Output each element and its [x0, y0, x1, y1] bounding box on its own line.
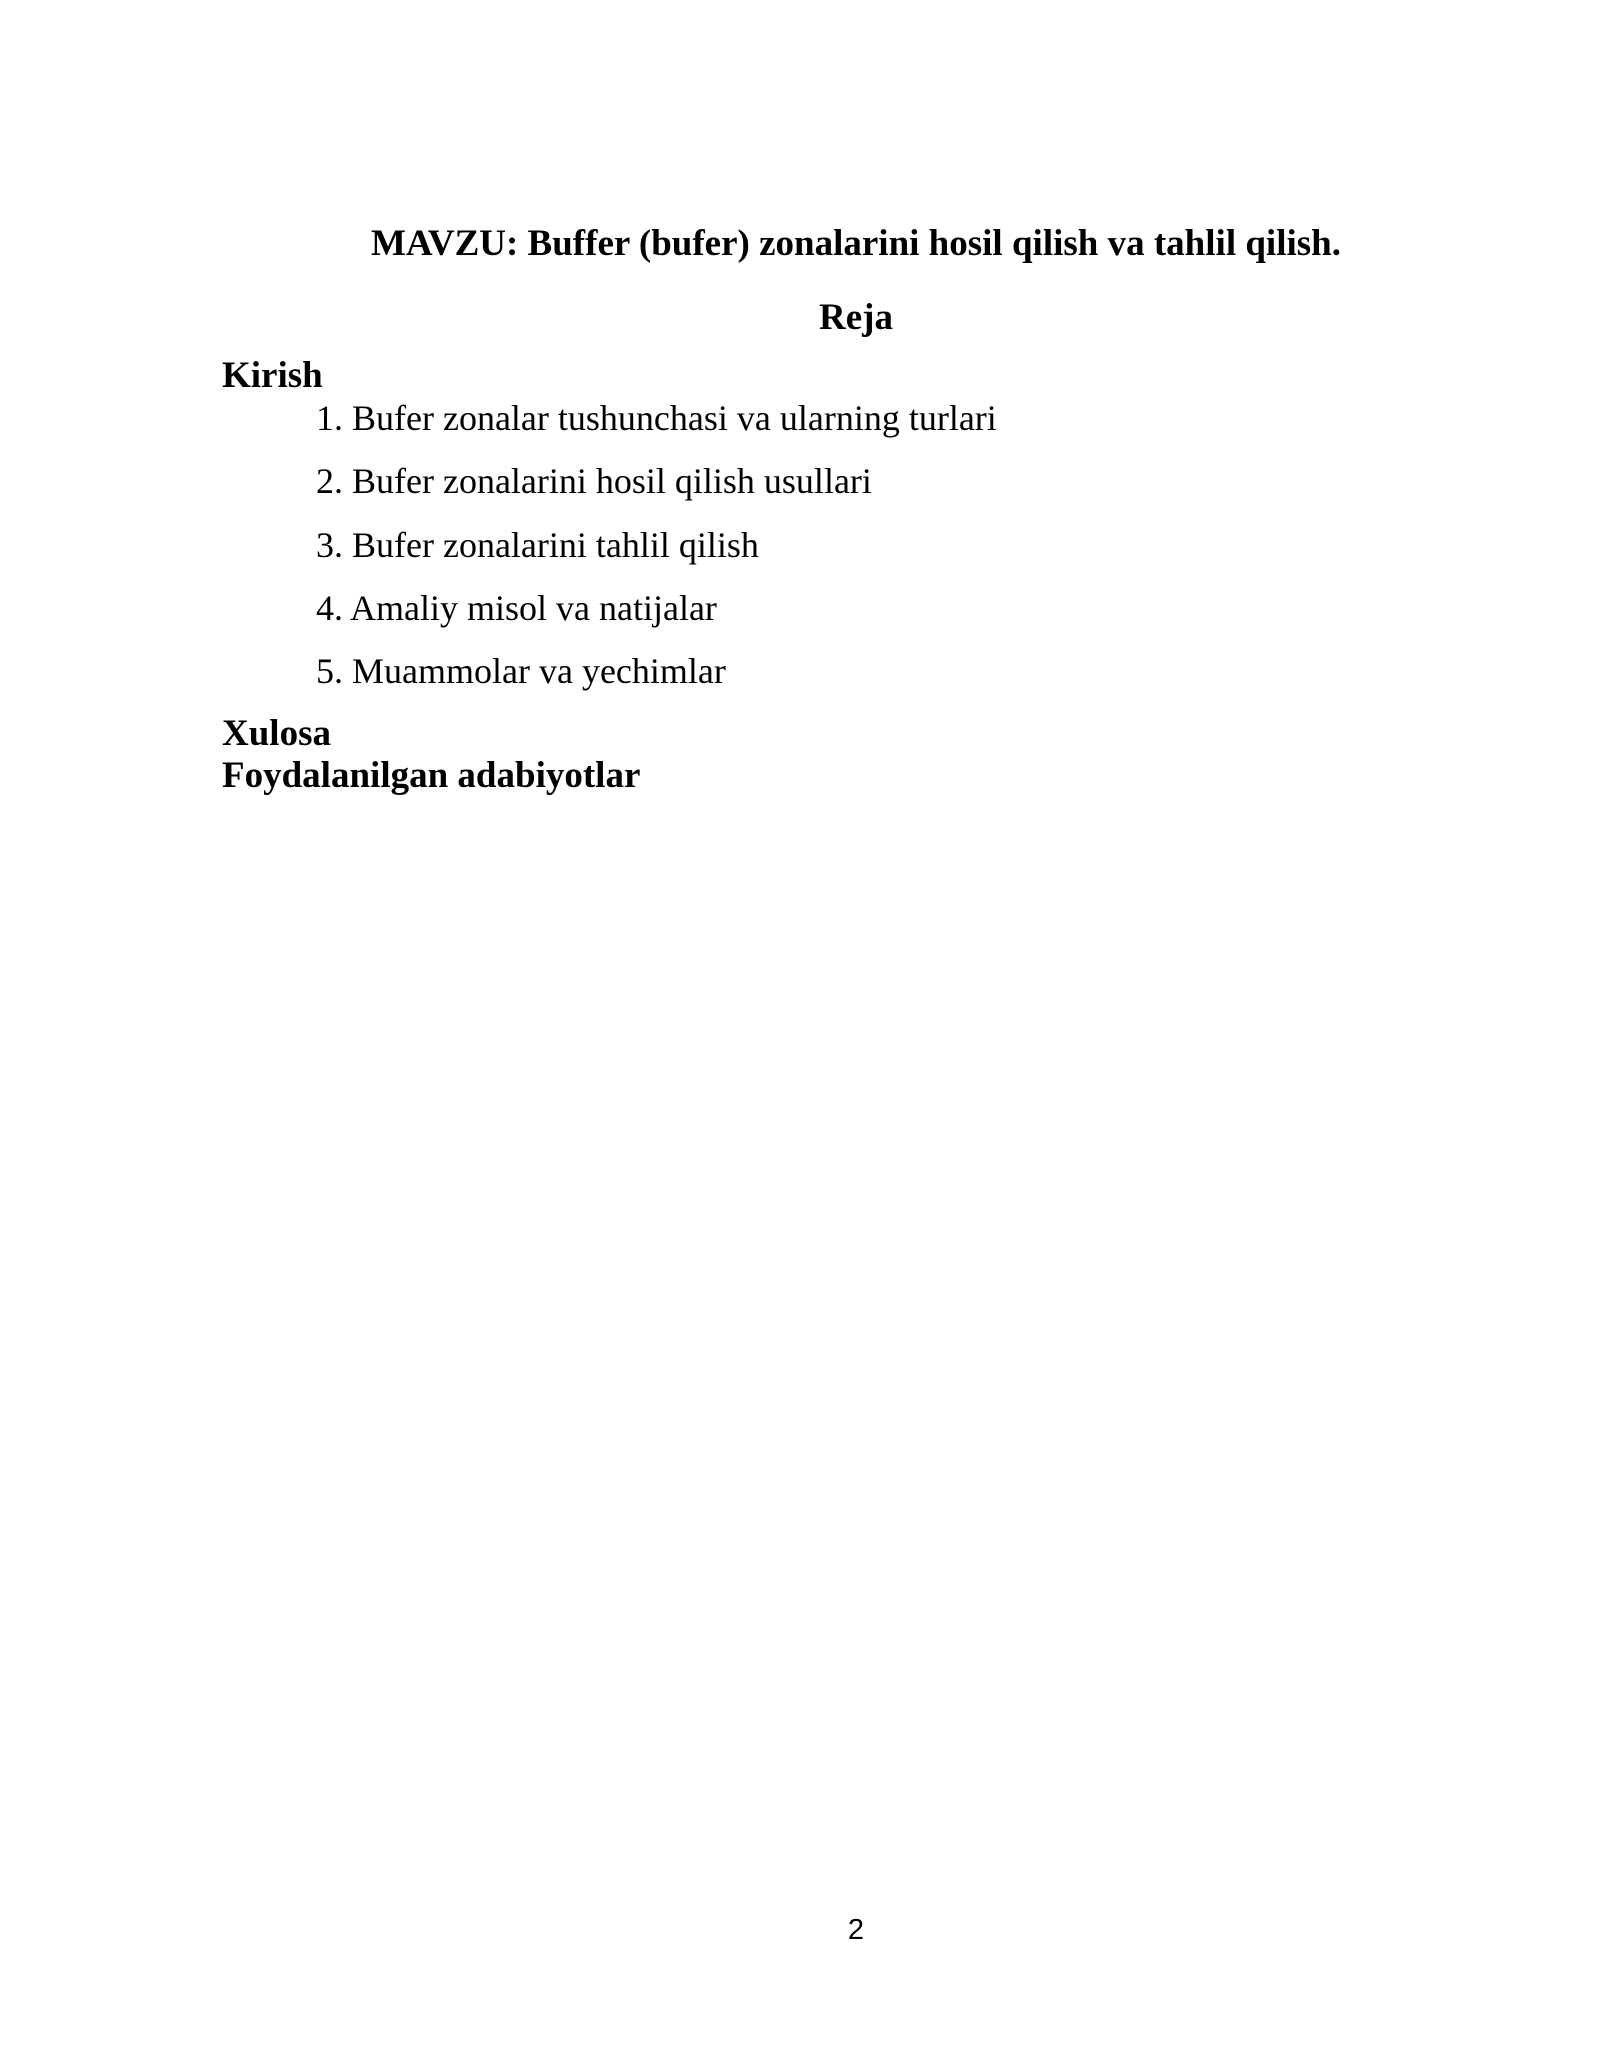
conclusion-heading: Xulosa [222, 713, 331, 754]
plan-item: 3. Bufer zonalarini tahlil qilish [316, 524, 759, 565]
page-number: 2 [847, 1914, 865, 1946]
plan-list [316, 396, 997, 712]
plan-heading: Reja [819, 297, 893, 338]
document-title: MAVZU: Buffer (bufer) zonalarini hosil qilish va tahlil qilish. [370, 223, 1341, 264]
plan-item: 5. Muammolar va yechimlar [316, 651, 726, 692]
references-heading: Foydalanilgan adabiyotlar [222, 755, 641, 796]
plan-item: 4. Amaliy misol va natijalar [316, 587, 717, 628]
plan-item: 1. Bufer zonalar tushunchasi va ularning turlari [316, 398, 997, 438]
plan-item: 2. Bufer zonalarini hosil qilish usullari [316, 461, 872, 502]
intro-heading: Kirish [222, 355, 323, 396]
